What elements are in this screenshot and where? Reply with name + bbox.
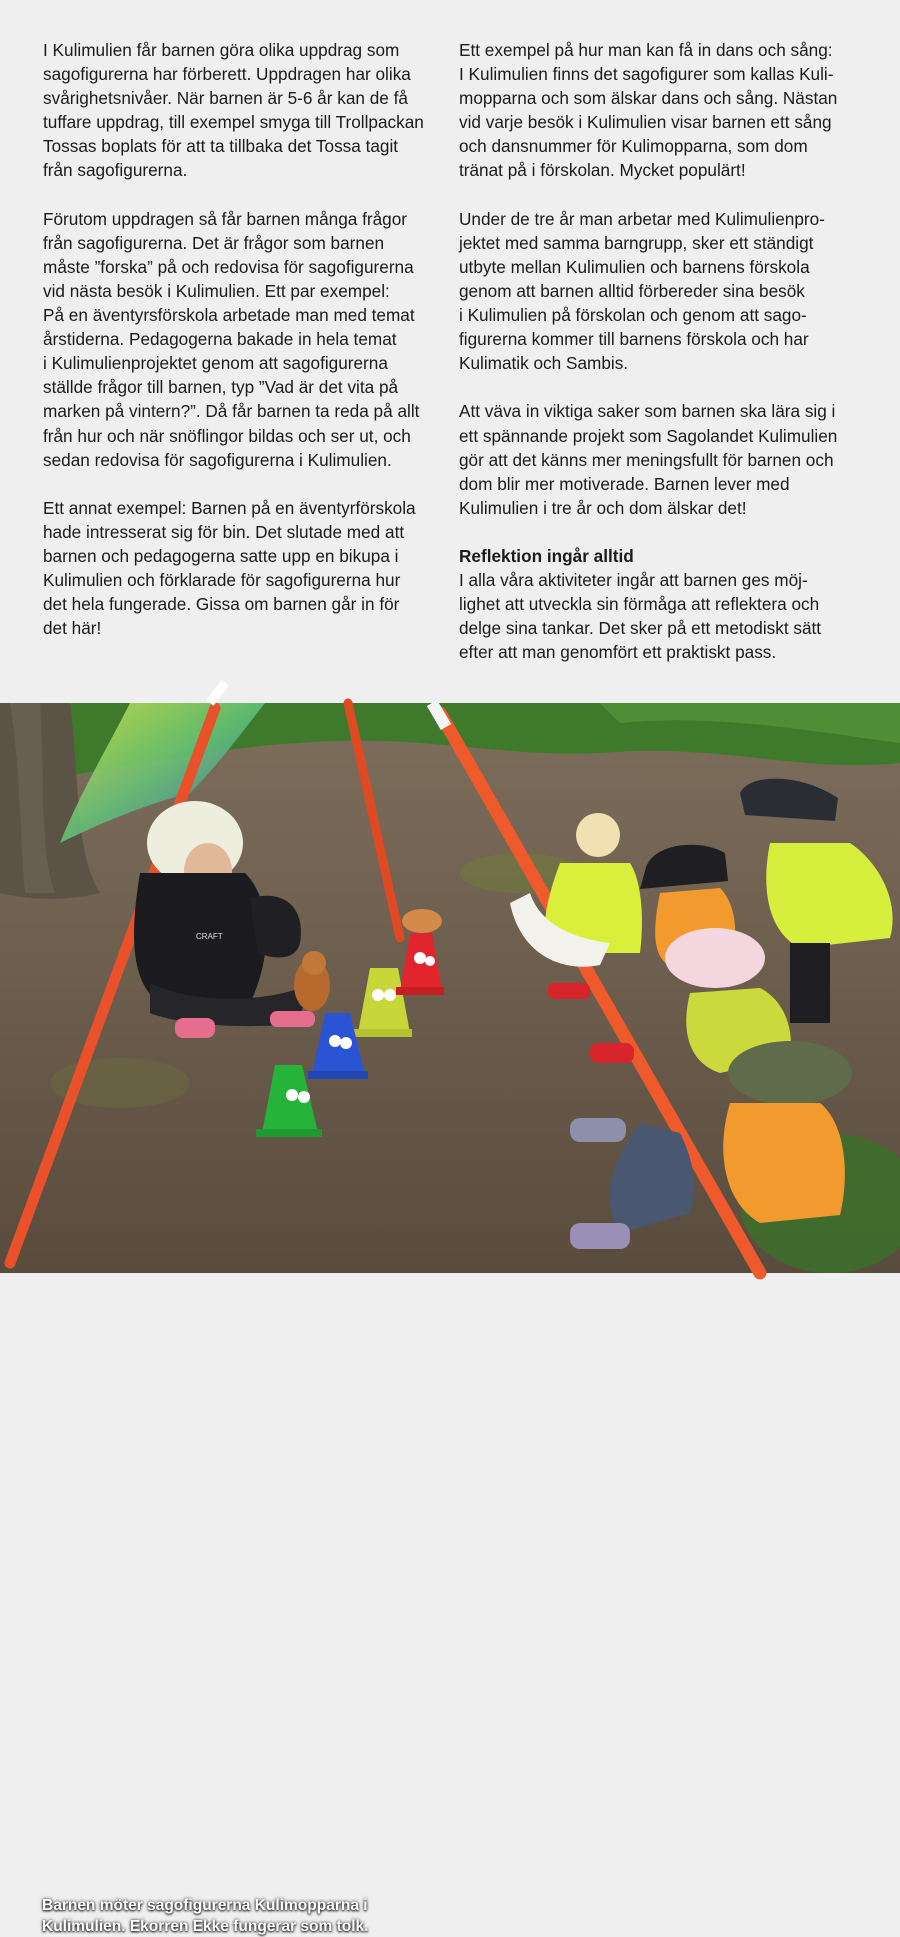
paragraph-fragor: Förutom uppdragen så får barnen många frågor från sagofigurerna. Det är frågor som barnen måste ”forska” på och redovisa för sagofigurerna vid nästa besök i Kulimulien. Ett par exempel: På en äventyrsförskola arbetade man med temat årstiderna. Pedagogerna bakade in hela temat i Kulimulienprojektet genom att sagofigurerna ställde frågor till barnen, typ ”Vad är det vita på marken på vintern?”. Då får barnen ta reda på allt från hur och när snöflingor bildas och ser ut, och sedan redovisa för sagofigurerna i Kulimulien. [43, 208, 420, 470]
paragraph-dans-sang: Ett exempel på hur man kan få in dans och sång: I Kulimulien finns det sagofigurer som kallas Kuli- mopparna och som älskar dans och sång. Nästan vid varje besök i Kulimulien visar barnen ett sång och dansnummer för Kulimopparna, som dom tränat på i förskolan. Mycket populärt! [459, 40, 838, 181]
forest-photo [0, 703, 900, 1935]
text-panel [0, 0, 900, 703]
section-heading-reflektion: Reflektion ingår alltid [459, 545, 634, 566]
paragraph-meningsfullt: Att väva in viktiga saker som barnen ska lära sig i ett spännande projekt som Sagolandet Kulimulien gör att det känns mer meningsfullt för barnen och dom blir mer motiverade. Barnen lever med Kulimulien i tre år och dom älskar det! [459, 401, 838, 518]
jacket-print: CRAFT [196, 932, 223, 941]
paragraph-utbyte: Under de tre år man arbetar med Kulimulienpro- jektet med samma barngrupp, sker ett ständigt utbyte mellan Kulimulien och barnens förskola genom att barnen alltid förbereder sina besök i Kulimulien på förskolan och genom att sago- figurerna kommer till barnens förskola och har Kulimatik och Sambis. [459, 208, 825, 374]
photo-caption: Barnen möter sagofigurerna Kulimopparna i Kulimulien. Ekorren Ekke fungerar som tolk. [42, 1897, 369, 1935]
right-text-column [459, 38, 869, 689]
paragraph-bikupa: Ett annat exempel: Barnen på en äventyrförskola hade intresserat sig för bin. Det slutade med att barnen och pedagogerna satte upp en bikupa i Kulimulien och förklarade för sagofigurerna hur det hela fungerade. Gissa om barnen går in för det här! [43, 497, 416, 639]
left-text-column [43, 38, 448, 664]
paragraph-reflektion: I alla våra aktiviteter ingår att barnen ges möj- lighet att utveckla sin förmåga att reflektera och delge sina tankar. Det sker på ett metodiskt sätt efter att man genomfört ett praktiskt pass. [459, 570, 822, 663]
paragraph-uppdrag: I Kulimulien får barnen göra olika uppdrag som sagofigurerna har förberett. Uppdragen har olika svårighetsnivåer. När barnen är 5-6 år kan de få tuffare uppdrag, till exempel smyga till Trollpackan Tossas boplats för att ta tillbaka det Tossa tagit från sagofigurerna. [43, 40, 424, 181]
